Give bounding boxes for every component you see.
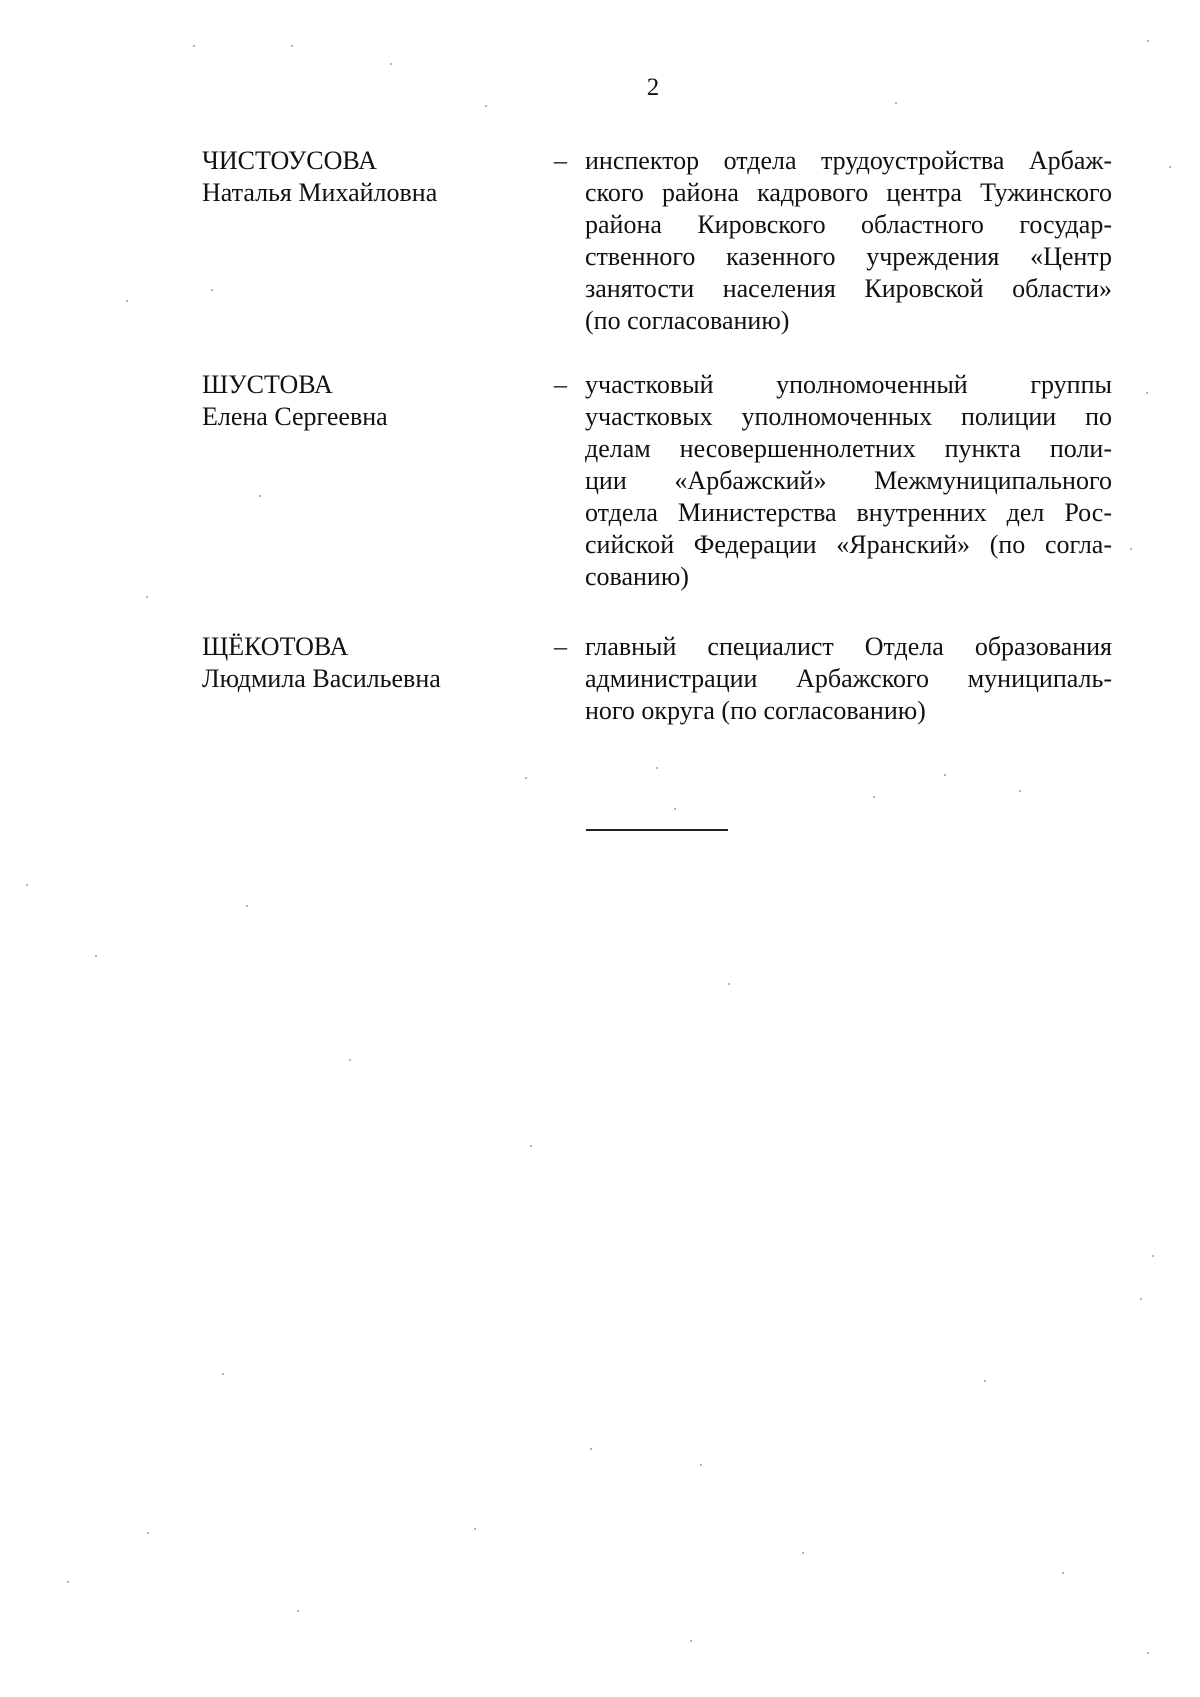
- member-name: [202, 369, 532, 433]
- position-line: участковых уполномоченных полиции по: [585, 402, 1112, 431]
- member-position: [585, 631, 1112, 727]
- position-line: инспектор отдела трудоустройства Арбаж-: [585, 146, 1112, 175]
- entry-dash: –: [554, 146, 567, 175]
- member-name: [202, 145, 532, 209]
- entry-dash: –: [554, 632, 567, 661]
- page-number: 2: [646, 74, 660, 101]
- position-line: ского района кадрового центра Тужинского: [585, 178, 1112, 207]
- member-position: [585, 145, 1112, 337]
- closing-rule: [586, 829, 728, 831]
- entry-dash: –: [554, 370, 567, 399]
- position-line: администрации Арбажского муниципаль-: [585, 664, 1112, 693]
- member-name: [202, 631, 532, 695]
- member-position: [585, 369, 1112, 593]
- member-given-names: Людмила Васильевна: [202, 664, 441, 693]
- position-line: (по согласованию): [585, 306, 790, 335]
- position-line: отдела Министерства внутренних дел Рос-: [585, 498, 1112, 527]
- position-line: ного округа (по согласованию): [585, 696, 926, 725]
- member-given-names: Елена Сергеевна: [202, 402, 388, 431]
- position-line: ственного казенного учреждения «Центр: [585, 242, 1112, 271]
- member-surname: ЧИСТОУСОВА: [202, 146, 377, 175]
- position-line: участковый уполномоченный группы: [585, 370, 1112, 399]
- member-given-names: Наталья Михайловна: [202, 178, 438, 207]
- position-line: сованию): [585, 562, 689, 591]
- position-line: занятости населения Кировской области»: [585, 274, 1112, 303]
- member-surname: ЩЁКОТОВА: [202, 632, 349, 661]
- member-surname: ШУСТОВА: [202, 370, 333, 399]
- position-line: делам несовершеннолетних пункта поли-: [585, 434, 1112, 463]
- position-line: главный специалист Отдела образования: [585, 632, 1112, 661]
- position-line: района Кировского областного государ-: [585, 210, 1112, 239]
- position-line: ции «Арбажский» Межмуниципального: [585, 466, 1112, 495]
- position-line: сийской Федерации «Яранский» (по согла-: [585, 530, 1112, 559]
